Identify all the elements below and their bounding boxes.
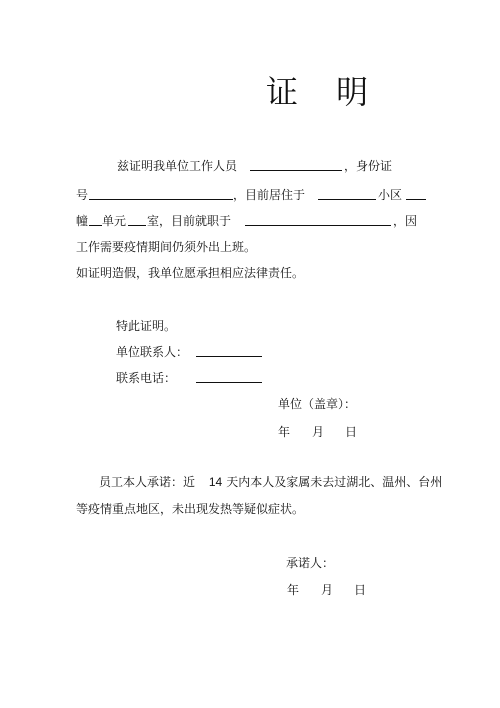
building-blank[interactable] bbox=[406, 187, 426, 200]
pledge-days: 14 bbox=[208, 475, 223, 489]
pledge-date-day: 日 bbox=[354, 583, 367, 597]
line2-mid: ，目前居住于 bbox=[233, 188, 306, 202]
line3-unit: 单元 bbox=[102, 214, 127, 228]
body-line-5: 如证明造假，我单位愿承担相应法律责任。 bbox=[76, 266, 305, 280]
line1-suffix: ，身份证 bbox=[344, 159, 393, 173]
pledge-date-month: 月 bbox=[321, 583, 334, 597]
id-number-blank[interactable] bbox=[89, 187, 233, 200]
certificate-date-day: 日 bbox=[345, 425, 358, 439]
certify-text: 特此证明。 bbox=[116, 319, 177, 333]
body-line-1 bbox=[117, 158, 237, 174]
line2-suffix: 小区 bbox=[378, 188, 403, 202]
signer-label: 承诺人： bbox=[286, 556, 335, 570]
contact-label: 单位联系人： bbox=[116, 345, 189, 359]
body-line-4: 工作需要疫情期间仍须外出上班。 bbox=[76, 240, 257, 254]
pledge-line-2: 等疫情重点地区，未出现发热等疑似症状。 bbox=[76, 502, 305, 516]
pledge-line1-suffix: 天内本人及家属未去过湖北、温州、台州 bbox=[226, 475, 443, 489]
certificate-date-year: 年 bbox=[278, 425, 291, 439]
page-title: 证 明 bbox=[266, 73, 383, 111]
residence-blank[interactable] bbox=[318, 187, 376, 200]
phone-label: 联系电话： bbox=[116, 371, 177, 385]
contact-blank[interactable] bbox=[196, 344, 262, 357]
seal-label: 单位（盖章）： bbox=[278, 397, 357, 411]
line1-prefix: 兹证明我单位工作人员 bbox=[117, 159, 238, 173]
line3-prefix: 幢 bbox=[76, 214, 89, 228]
phone-blank[interactable] bbox=[196, 370, 262, 383]
certificate-date-month: 月 bbox=[312, 425, 325, 439]
pledge-line-1 bbox=[99, 474, 442, 490]
employer-blank[interactable] bbox=[245, 213, 391, 226]
line3-room: 室，目前就职于 bbox=[147, 214, 232, 228]
room-blank[interactable] bbox=[128, 213, 146, 226]
pledge-date-year: 年 bbox=[287, 583, 300, 597]
unit-blank[interactable] bbox=[89, 213, 102, 226]
line3-suffix: ，因 bbox=[393, 214, 418, 228]
line2-prefix: 号 bbox=[76, 188, 89, 202]
employee-name-blank[interactable] bbox=[250, 158, 342, 171]
pledge-line1-prefix: 员工本人承诺：近 bbox=[99, 475, 196, 489]
